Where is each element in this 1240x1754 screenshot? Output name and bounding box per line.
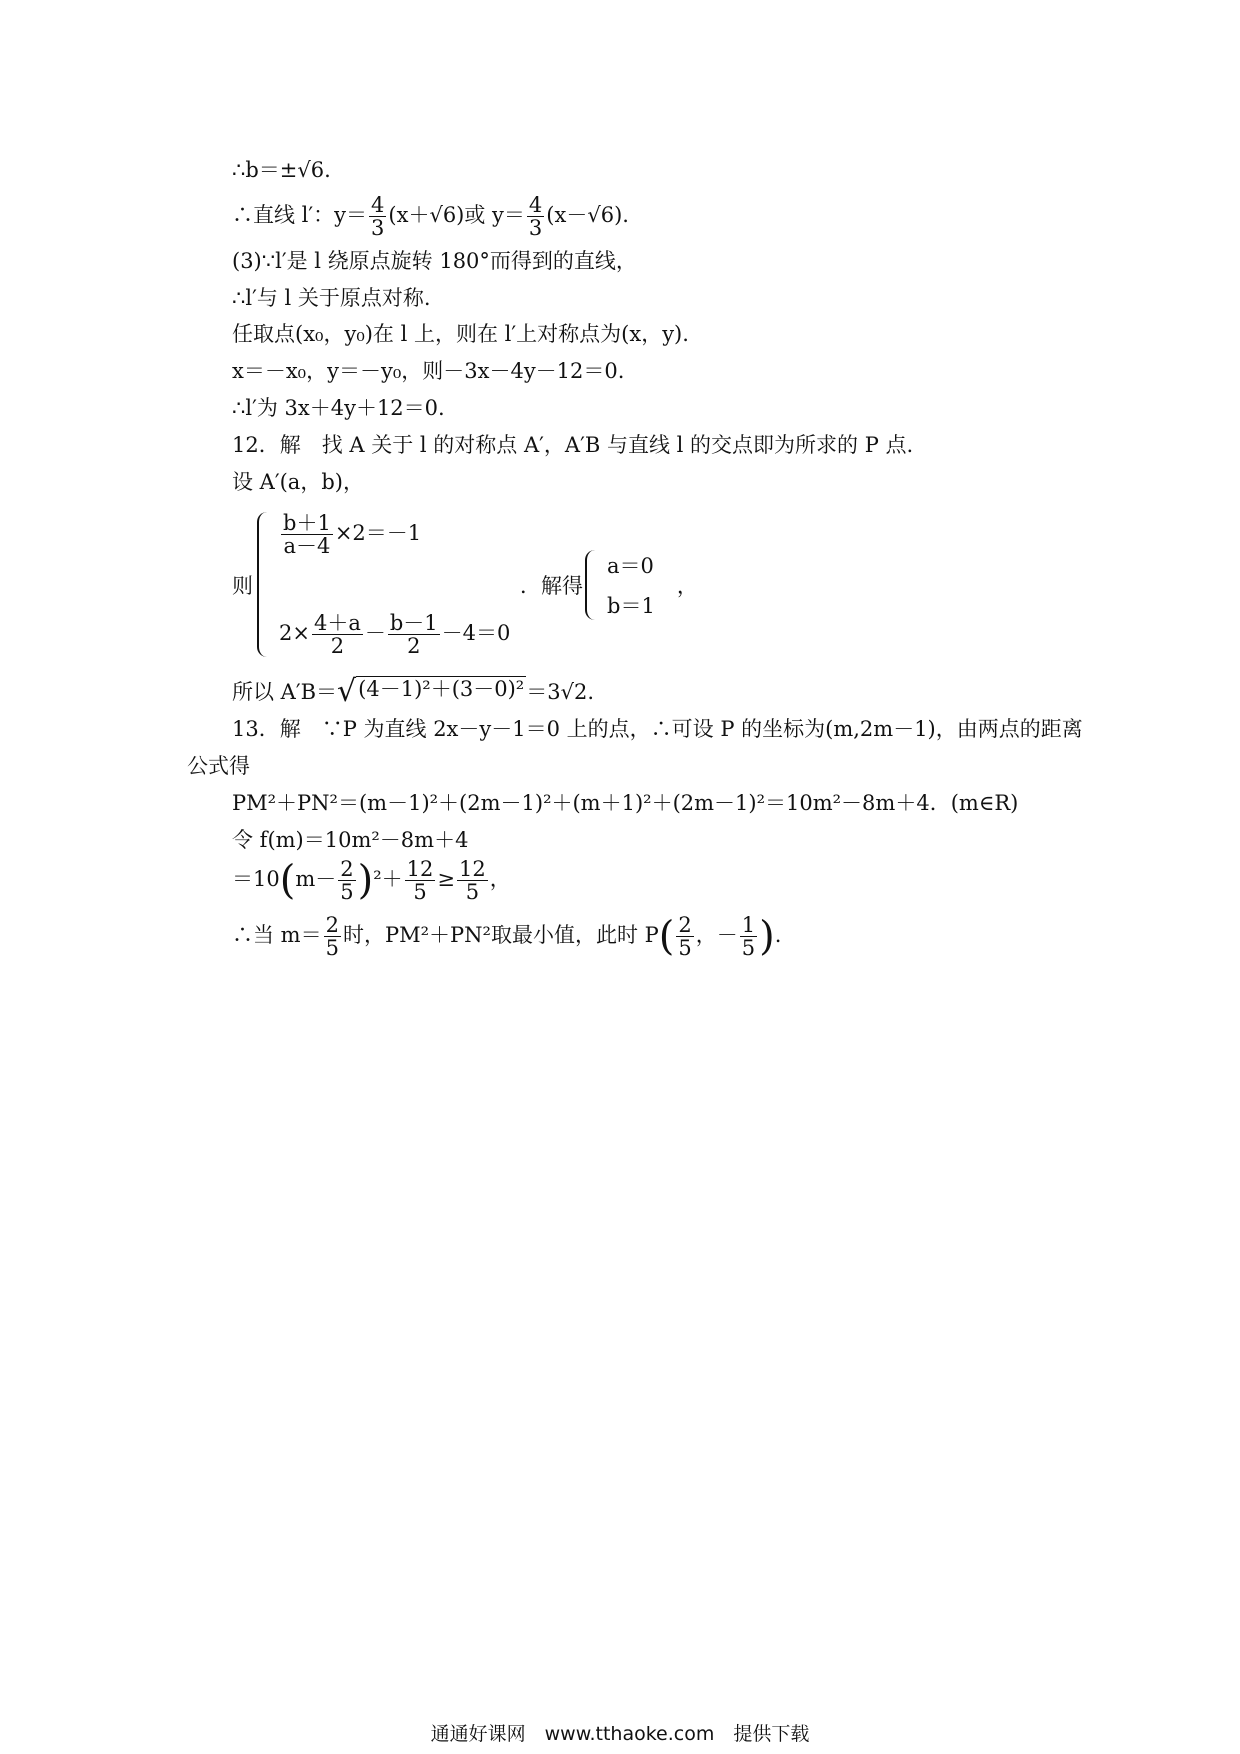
line-distance-a-prime-b	[232, 674, 595, 709]
fraction	[676, 914, 693, 959]
fraction	[369, 194, 386, 239]
text-segment: ＝10	[232, 867, 280, 892]
right-paren: )	[759, 913, 775, 960]
fraction-denominator: 3	[528, 216, 543, 241]
text-segment: ，	[489, 867, 511, 892]
line-take-point: 任取点(x₀，y₀)在 l 上，则在 l′上对称点为(x，y).	[232, 322, 689, 346]
text-segment: (x＋√6)或 y＝	[388, 203, 525, 228]
text-segment: (x－√6).	[546, 203, 629, 228]
fraction-denominator: 5	[340, 880, 354, 905]
line-l-prime-result: ∴l′为 3x＋4y＋12＝0.	[232, 396, 445, 420]
fraction	[312, 612, 363, 657]
text-segment: ∴当 m＝	[232, 923, 322, 948]
fraction-numerator: 12	[406, 857, 434, 881]
radicand: (4－1)²＋(3－0)²	[358, 677, 525, 701]
page-footer: 通通好课网 www.tthaoke.com 提供下载	[430, 1723, 810, 1745]
fraction	[740, 914, 757, 959]
text-segment: ≥	[437, 867, 456, 892]
line-part3-rotation: (3)∵l′是 l 绕原点旋转 180°而得到的直线，	[232, 249, 637, 273]
fraction-numerator: b－1	[389, 610, 438, 635]
right-paren: )	[357, 857, 374, 904]
line-problem-13: 13．解 ∵P 为直线 2x－y－1＝0 上的点，∴可设 P 的坐标为(m,2m－1)，由两点的距离	[232, 717, 1083, 741]
fraction-numerator: 2	[678, 913, 692, 937]
fraction-numerator: b＋1	[283, 511, 331, 535]
left-brace	[585, 550, 601, 620]
fraction-denominator: 5	[465, 880, 480, 905]
equation-2	[279, 612, 510, 657]
solve-label: ．解得	[520, 574, 583, 598]
line-define-f: 令 f(m)＝10m²－8m＋4	[232, 828, 469, 852]
radical-sign: √	[337, 674, 357, 709]
text-segment: 2×	[279, 620, 310, 645]
fraction	[527, 194, 544, 239]
solutions	[607, 550, 655, 620]
equation-1	[279, 512, 510, 557]
fraction-denominator: 5	[678, 936, 692, 961]
fraction-numerator: 2	[340, 857, 354, 881]
fraction-numerator: 2	[325, 913, 339, 937]
left-paren: (	[279, 857, 296, 904]
fraction-numerator: 4＋a	[313, 610, 361, 635]
fraction	[405, 858, 436, 903]
left-brace	[257, 512, 273, 657]
fraction	[457, 858, 488, 903]
text-segment: 时，PM²＋PN²取最小值，此时 P	[342, 923, 659, 948]
fraction	[338, 858, 355, 903]
fraction	[324, 914, 341, 959]
text-segment: ∴直线 l′：y＝	[232, 203, 368, 228]
line-set-a-prime: 设 A′(a，b)，	[232, 470, 364, 494]
line-minimum	[232, 914, 781, 959]
fraction-denominator: 5	[413, 880, 427, 905]
text-segment: ＝3√2.	[526, 680, 595, 704]
text-segment: 所以 A′B＝	[232, 680, 338, 704]
fraction-denominator: 5	[325, 936, 339, 961]
then-label: 则	[232, 573, 253, 598]
line-complete-square	[232, 858, 511, 903]
line-formula-label: 公式得	[187, 754, 250, 778]
fraction-numerator: 4	[371, 193, 385, 217]
fraction-denominator: 5	[741, 936, 756, 961]
solution-a: a＝0	[607, 554, 654, 578]
solution-system	[520, 550, 698, 620]
line-substitute: x＝－x₀，y＝－y₀，则－3x－4y－12＝0.	[232, 359, 625, 383]
solution-b: b＝1	[607, 594, 655, 618]
fraction-numerator: 4	[528, 193, 543, 217]
fraction-denominator: 2	[330, 633, 345, 658]
equations	[279, 512, 510, 657]
fraction-numerator: 12	[459, 857, 486, 881]
text-segment: ×2＝－1	[334, 521, 422, 546]
fraction	[388, 612, 440, 657]
line-symmetry: ∴l′与 l 关于原点对称.	[232, 286, 431, 310]
line-l-prime-equation	[232, 194, 629, 239]
fraction-denominator: a－4	[283, 534, 331, 559]
text-segment: m－	[295, 867, 337, 892]
comma: ，	[676, 574, 698, 598]
text-segment: －4＝0	[441, 620, 511, 645]
fraction-denominator: 3	[371, 216, 385, 241]
text-segment: －	[364, 620, 386, 645]
equation-system	[232, 512, 510, 657]
line-b-value: ∴b＝±√6.	[232, 158, 331, 182]
fraction-denominator: 2	[407, 633, 421, 658]
fraction	[281, 512, 333, 557]
left-paren: (	[658, 913, 675, 960]
line-pm-pn-sum: PM²＋PN²＝(m－1)²＋(2m－1)²＋(m＋1)²＋(2m－1)²＝10m²－8m＋4．(m∈R)	[232, 791, 1019, 815]
text-segment: ，－	[695, 923, 738, 948]
line-problem-12: 12．解 找 A 关于 l 的对称点 A′，A′B 与直线 l 的交点即为所求的 P 点.	[232, 433, 914, 457]
text-segment: .	[774, 923, 782, 948]
square-root	[337, 674, 526, 709]
text-segment: ²＋	[373, 867, 403, 892]
fraction-numerator: 1	[741, 913, 756, 937]
